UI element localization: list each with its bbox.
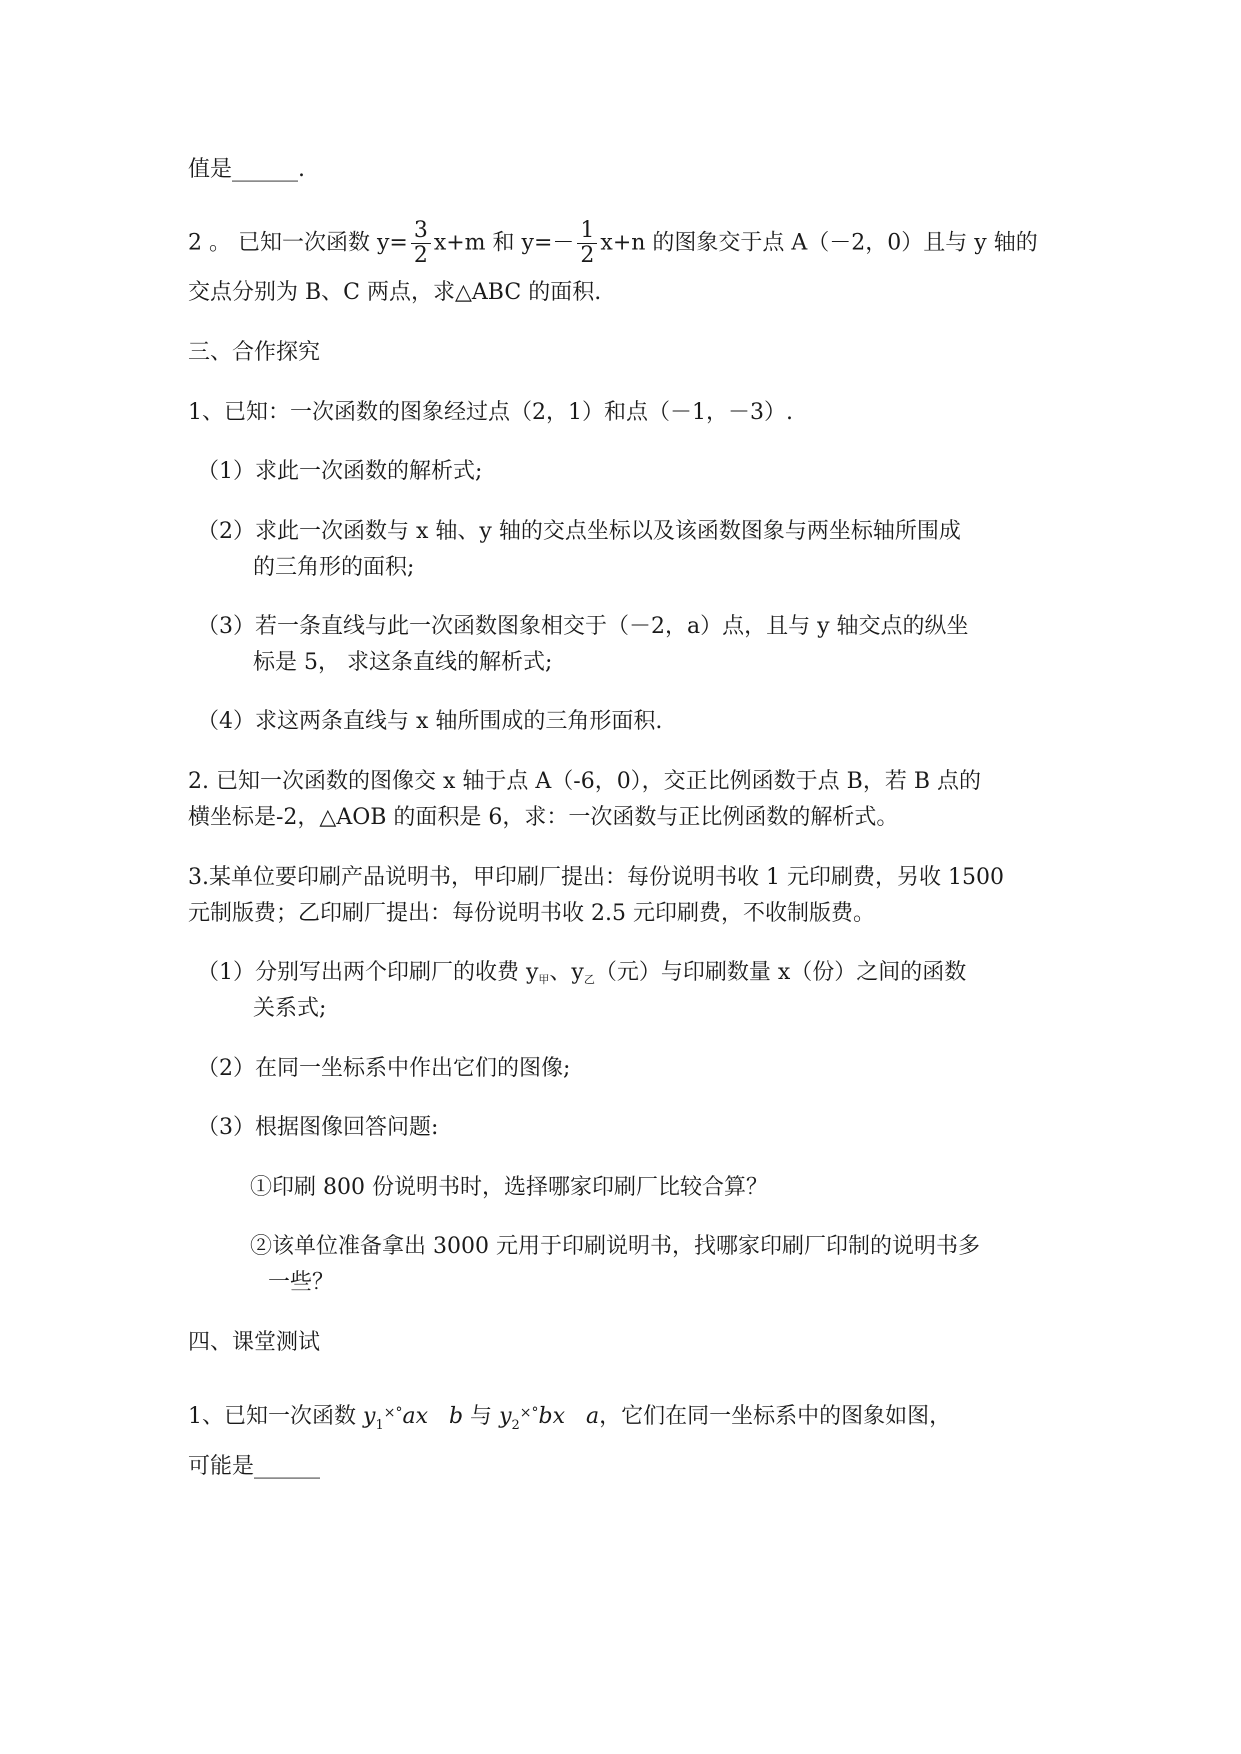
text-line bbox=[197, 612, 969, 642]
text: x+m 和 y=－ bbox=[433, 230, 575, 256]
text-line bbox=[250, 1232, 980, 1262]
numerator: 1 bbox=[577, 219, 597, 244]
text: （1）求此一次函数的解析式; bbox=[197, 459, 483, 484]
text-line bbox=[188, 278, 601, 308]
text: 关系式; bbox=[253, 996, 327, 1021]
text: 三、合作探究 bbox=[188, 340, 321, 365]
subscript: 1 bbox=[375, 1418, 384, 1433]
text-line bbox=[197, 1054, 570, 1084]
text: 可能是______ bbox=[188, 1454, 321, 1479]
text: 元制版费；乙印刷厂提出：每份说明书收 2.5 元印刷费，不收制版费。 bbox=[188, 901, 875, 926]
text-line bbox=[188, 803, 898, 833]
math-term: ax bbox=[402, 1404, 428, 1429]
text: 2. 已知一次函数的图像交 x 轴于点 A（-6，0），交正比例函数于点 B，若 B 点的 bbox=[188, 769, 982, 794]
text-line bbox=[197, 707, 662, 737]
text-line bbox=[253, 648, 552, 678]
text: 四、课堂测试 bbox=[188, 1330, 321, 1355]
text: （元）与印刷数量 x（份）之间的函数 bbox=[594, 960, 967, 985]
text: 交点分别为 B、C 两点，求△ABC 的面积. bbox=[188, 280, 602, 305]
text: ①印刷 800 份说明书时，选择哪家印刷厂比较合算？ bbox=[250, 1175, 768, 1200]
text: 与 bbox=[463, 1404, 500, 1429]
text: 1、已知：一次函数的图象经过点（2，1）和点（－1，－3）. bbox=[188, 400, 793, 425]
fraction bbox=[411, 219, 431, 268]
text: ，它们在同一坐标系中的图象如图， bbox=[599, 1404, 952, 1429]
text: 一些？ bbox=[268, 1270, 335, 1295]
text: 、y bbox=[549, 960, 584, 985]
denominator: 2 bbox=[580, 243, 595, 268]
text: 的三角形的面积; bbox=[253, 555, 415, 580]
math-term: b bbox=[448, 1404, 464, 1429]
text: 3.某单位要印刷产品说明书，甲印刷厂提出：每份说明书收 1 元印刷费，另收 1500 bbox=[188, 865, 1004, 890]
text-line bbox=[197, 457, 482, 487]
text-line bbox=[188, 219, 1038, 268]
text: 标是 5， 求这条直线的解析式; bbox=[253, 650, 553, 675]
text-line bbox=[188, 899, 875, 929]
text-line bbox=[253, 553, 414, 583]
garbled-equals-icon: ×° bbox=[519, 1405, 539, 1421]
text: （4）求这两条直线与 x 轴所围成的三角形面积. bbox=[197, 709, 663, 734]
denominator: 2 bbox=[413, 243, 428, 268]
math-term: a bbox=[586, 1404, 600, 1429]
subscript: 2 bbox=[511, 1418, 520, 1433]
text-line bbox=[197, 517, 961, 547]
text: （2）求此一次函数与 x 轴、y 轴的交点坐标以及该函数图象与两坐标轴所围成 bbox=[197, 519, 961, 544]
text: （3）若一条直线与此一次函数图象相交于（－2，a）点，且与 y 轴交点的纵坐 bbox=[197, 614, 969, 639]
section-heading bbox=[188, 1328, 320, 1358]
section-heading bbox=[188, 338, 320, 368]
math-var: y bbox=[363, 1404, 376, 1429]
text-line bbox=[188, 1452, 320, 1482]
text-line bbox=[188, 767, 981, 797]
text-line bbox=[188, 155, 305, 185]
text-line bbox=[268, 1268, 334, 1298]
subscript: 乙 bbox=[583, 973, 595, 986]
subscript: 甲 bbox=[538, 973, 550, 986]
numerator: 3 bbox=[411, 219, 431, 244]
text: 横坐标是-2，△AOB 的面积是 6，求：一次函数与正比例函数的解析式。 bbox=[188, 805, 899, 830]
text: （1）分别写出两个印刷厂的收费 y bbox=[197, 960, 539, 985]
text-line bbox=[197, 1113, 438, 1143]
text: （2）在同一坐标系中作出它们的图像; bbox=[197, 1056, 571, 1081]
math-var: y bbox=[499, 1404, 512, 1429]
text-line bbox=[250, 1173, 768, 1203]
text: 2 。 已知一次函数 y= bbox=[188, 230, 408, 256]
text-line bbox=[188, 1398, 951, 1441]
text: 值是______. bbox=[188, 157, 305, 182]
garbled-equals-icon: ×° bbox=[383, 1405, 403, 1421]
text-line bbox=[188, 398, 793, 428]
fraction bbox=[577, 219, 597, 268]
text: 1、已知一次函数 bbox=[188, 1404, 363, 1429]
text-line bbox=[188, 863, 1004, 893]
text: （3）根据图像回答问题: bbox=[197, 1115, 439, 1140]
text: x+n 的图象交于点 A（－2，0）且与 y 轴的 bbox=[600, 230, 1038, 256]
text-line bbox=[197, 958, 966, 995]
text: ②该单位准备拿出 3000 元用于印刷说明书，找哪家印刷厂印制的说明书多 bbox=[250, 1234, 980, 1259]
math-term: bx bbox=[538, 1404, 566, 1429]
text-line bbox=[253, 994, 326, 1024]
